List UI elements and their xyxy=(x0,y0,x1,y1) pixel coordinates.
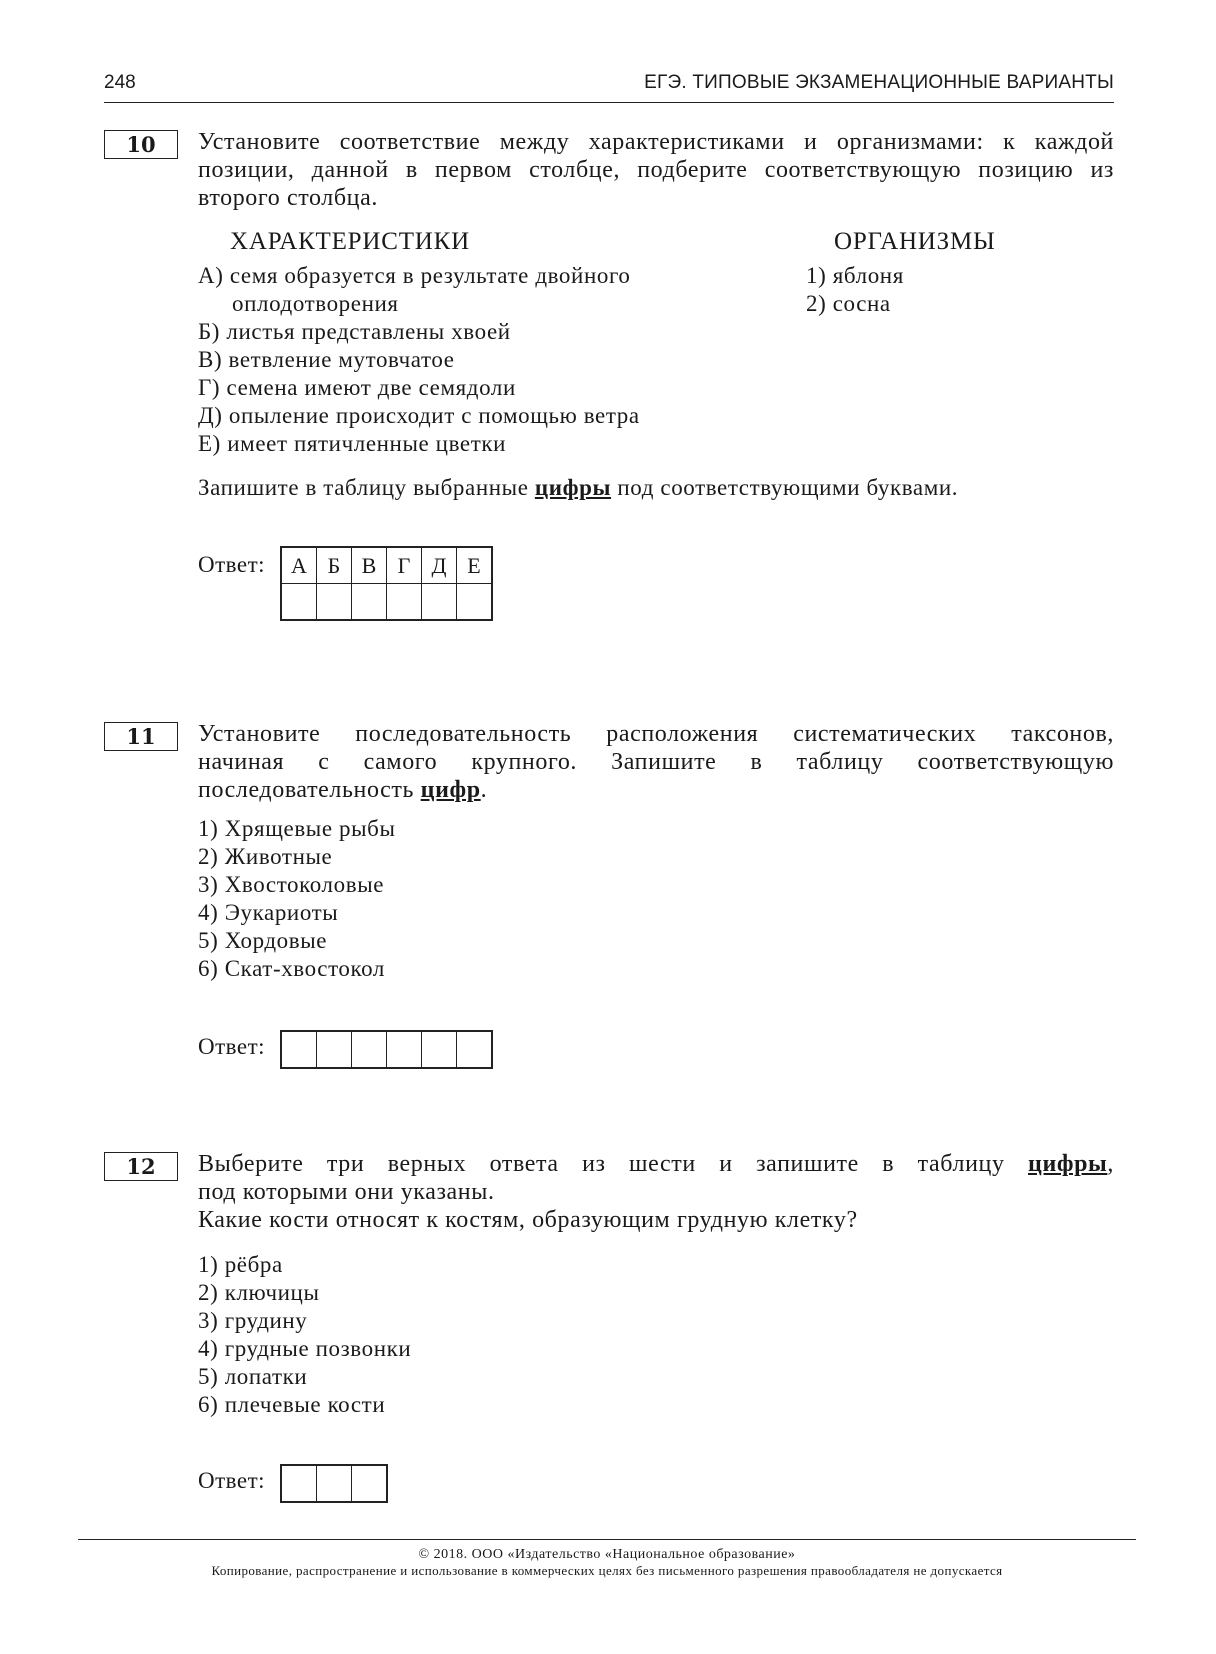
question-line: последовательность xyxy=(198,777,421,803)
page-number: 248 xyxy=(104,72,136,93)
answer-cell[interactable] xyxy=(281,584,317,621)
question-line-end: , xyxy=(1107,1151,1114,1177)
list-item: Д) опыление происходит с помощью ветра xyxy=(198,403,640,428)
list-item: Е) имеет пятичленные цветки xyxy=(198,431,507,456)
task-question xyxy=(198,128,1114,212)
answer-cell[interactable] xyxy=(387,1031,422,1068)
answer-cell[interactable] xyxy=(317,584,352,621)
answer-cell[interactable] xyxy=(317,1031,352,1068)
answer-label: Ответ: xyxy=(198,552,266,577)
list-item: 1) рёбра xyxy=(198,1252,283,1277)
footer-notice: Копирование, распространение и использование в коммерческих целях без письменного разрешения правообладателя не допускается xyxy=(211,1563,1003,1578)
answer-cell[interactable] xyxy=(457,584,493,621)
answer-header-cell: Г xyxy=(387,547,422,584)
answer-cell[interactable] xyxy=(422,1031,457,1068)
list-item: 4) Эукариоты xyxy=(198,900,339,925)
footer-copyright: © 2018. ООО «Издательство «Национальное образование» xyxy=(418,1547,796,1562)
instruction-text: Запишите в таблицу выбранные xyxy=(198,475,535,500)
question-emphasis: цифры xyxy=(1028,1151,1108,1177)
list-item: 3) грудину xyxy=(198,1308,308,1333)
answer-cell[interactable] xyxy=(387,584,422,621)
answer-header-cell: Б xyxy=(317,547,352,584)
list-item: Б) листья представлены хвоей xyxy=(198,319,511,344)
task-number-box: 12 xyxy=(104,1152,178,1181)
answer-cell[interactable] xyxy=(317,1465,352,1502)
question-line: под которыми они указаны. xyxy=(198,1179,495,1205)
question-emphasis: цифр xyxy=(420,777,481,803)
answer-cell[interactable] xyxy=(281,1031,317,1068)
answer-table xyxy=(280,546,493,621)
characteristics-heading: ХАРАКТЕРИСТИКИ xyxy=(230,228,470,255)
task-question xyxy=(198,720,1114,804)
list-item: 1) Хрящевые рыбы xyxy=(198,816,396,841)
task-question xyxy=(198,1150,1114,1234)
list-item: 2) сосна xyxy=(806,291,891,316)
question-line: начиная с самого крупного. Запишите в таблицу соответствующую xyxy=(198,749,1114,775)
task-number-box: 11 xyxy=(104,722,178,751)
organisms-heading: ОРГАНИЗМЫ xyxy=(834,228,996,255)
list-item: оплодотворения xyxy=(232,291,399,316)
instruction-emphasis: цифры xyxy=(534,475,612,500)
answer-input-row xyxy=(281,584,492,621)
list-item: 5) лопатки xyxy=(198,1364,308,1389)
list-item: 4) грудные позвонки xyxy=(198,1336,412,1361)
answer-header-cell: Д xyxy=(422,547,457,584)
list-item: 2) Животные xyxy=(198,844,333,869)
answer-table xyxy=(280,1464,388,1503)
task-number-box: 10 xyxy=(104,130,178,159)
answer-cell[interactable] xyxy=(352,1031,387,1068)
answer-header-row xyxy=(281,547,492,584)
answer-cell[interactable] xyxy=(352,584,387,621)
answer-label: Ответ: xyxy=(198,1468,266,1493)
list-item: Г) семена имеют две семядоли xyxy=(198,375,516,400)
question-line: Установите последовательность расположения систематических таксонов, xyxy=(198,721,1114,747)
answer-input-row xyxy=(281,1465,387,1502)
running-head xyxy=(104,68,1114,103)
answer-table xyxy=(280,1030,493,1069)
header-title: ЕГЭ. ТИПОВЫЕ ЭКЗАМЕНАЦИОННЫЕ ВАРИАНТЫ xyxy=(644,72,1114,93)
question-line: Выберите три верных ответа из шести и запишите в таблицу xyxy=(198,1151,1029,1177)
answer-header-cell: А xyxy=(281,547,317,584)
list-item: 3) Хвостоколовые xyxy=(198,872,385,897)
question-text: Установите соответствие между характеристиками и организмами: к каждой позиции, данной в первом столбце, подберите соответствующую позицию из второго столбца. xyxy=(198,129,1114,211)
options-list xyxy=(198,815,396,983)
options-list xyxy=(198,1251,411,1419)
answer-cell[interactable] xyxy=(352,1465,388,1502)
answer-cell[interactable] xyxy=(422,584,457,621)
instruction-text-end: под соответствующими буквами. xyxy=(611,475,959,500)
list-item: 1) яблоня xyxy=(806,263,904,288)
instruction xyxy=(198,474,958,502)
answer-cell[interactable] xyxy=(281,1465,317,1502)
list-item: В) ветвление мутовчатое xyxy=(198,347,455,372)
list-item: 2) ключицы xyxy=(198,1280,320,1305)
answer-header-cell: Е xyxy=(457,547,493,584)
answer-cell[interactable] xyxy=(457,1031,493,1068)
list-item: А) семя образуется в результате двойного xyxy=(198,263,631,288)
question-line: Какие кости относят к костям, образующим грудную клетку? xyxy=(198,1207,858,1233)
answer-header-cell: В xyxy=(352,547,387,584)
question-line-end: . xyxy=(480,777,488,803)
footer-divider xyxy=(78,1539,1136,1540)
list-item: 6) Скат-хвостокол xyxy=(198,956,386,981)
list-item: 5) Хордовые xyxy=(198,928,328,953)
answer-label: Ответ: xyxy=(198,1034,266,1059)
list-item: 6) плечевые кости xyxy=(198,1392,386,1417)
organisms-list xyxy=(806,262,904,318)
characteristics-list xyxy=(198,262,640,458)
answer-input-row xyxy=(281,1031,492,1068)
